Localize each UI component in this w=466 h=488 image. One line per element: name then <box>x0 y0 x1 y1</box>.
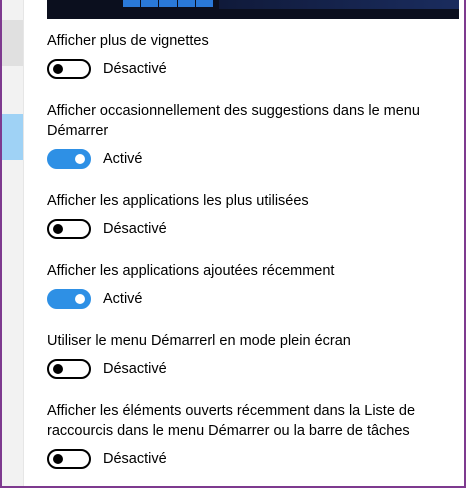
toggle-state-label: Activé <box>103 291 143 307</box>
most-used-apps-toggle[interactable] <box>47 219 91 239</box>
sidebar-item-hover[interactable] <box>2 20 23 66</box>
toggle-state-label: Désactivé <box>103 451 167 467</box>
recent-items-toggle[interactable] <box>47 449 91 469</box>
toggle-state-label: Activé <box>103 151 143 167</box>
setting-title: Utiliser le menu Démarrerl en mode plein écran <box>47 333 351 349</box>
toggle-knob <box>53 454 63 464</box>
setting-title: Afficher les applications ajoutées récemment <box>47 263 335 279</box>
toggle-knob <box>75 294 85 304</box>
setting-more-tiles <box>47 31 447 79</box>
toggle-state-label: Désactivé <box>103 61 167 77</box>
sidebar-item-selected[interactable] <box>2 114 23 160</box>
preview-background <box>219 0 459 9</box>
toggle-knob <box>53 64 63 74</box>
toggle-state-label: Désactivé <box>103 221 167 237</box>
setting-title: Afficher plus de vignettes <box>47 33 209 49</box>
setting-recently-added-apps <box>47 261 447 309</box>
content-divider <box>23 0 24 486</box>
toggle-knob <box>53 364 63 374</box>
setting-recent-items-jump-lists <box>47 401 447 469</box>
setting-title: Afficher les éléments ouverts récemment dans la Liste de raccourcis dans le menu Démarrer ou la barre de tâches <box>47 403 416 439</box>
setting-title: Afficher les applications les plus utilisées <box>47 193 309 209</box>
setting-full-screen-start <box>47 331 447 379</box>
setting-suggestions <box>47 101 447 169</box>
start-menu-preview-image <box>47 0 459 19</box>
preview-tiles <box>123 0 213 7</box>
toggle-state-label: Désactivé <box>103 361 167 377</box>
setting-most-used-apps <box>47 191 447 239</box>
suggestions-toggle[interactable] <box>47 149 91 169</box>
recently-added-apps-toggle[interactable] <box>47 289 91 309</box>
toggle-knob <box>53 224 63 234</box>
more-tiles-toggle[interactable] <box>47 59 91 79</box>
toggle-knob <box>75 154 85 164</box>
full-screen-start-toggle[interactable] <box>47 359 91 379</box>
navigation-sidebar <box>2 0 23 486</box>
setting-title: Afficher occasionnellement des suggestions dans le menu Démarrer <box>47 103 420 139</box>
